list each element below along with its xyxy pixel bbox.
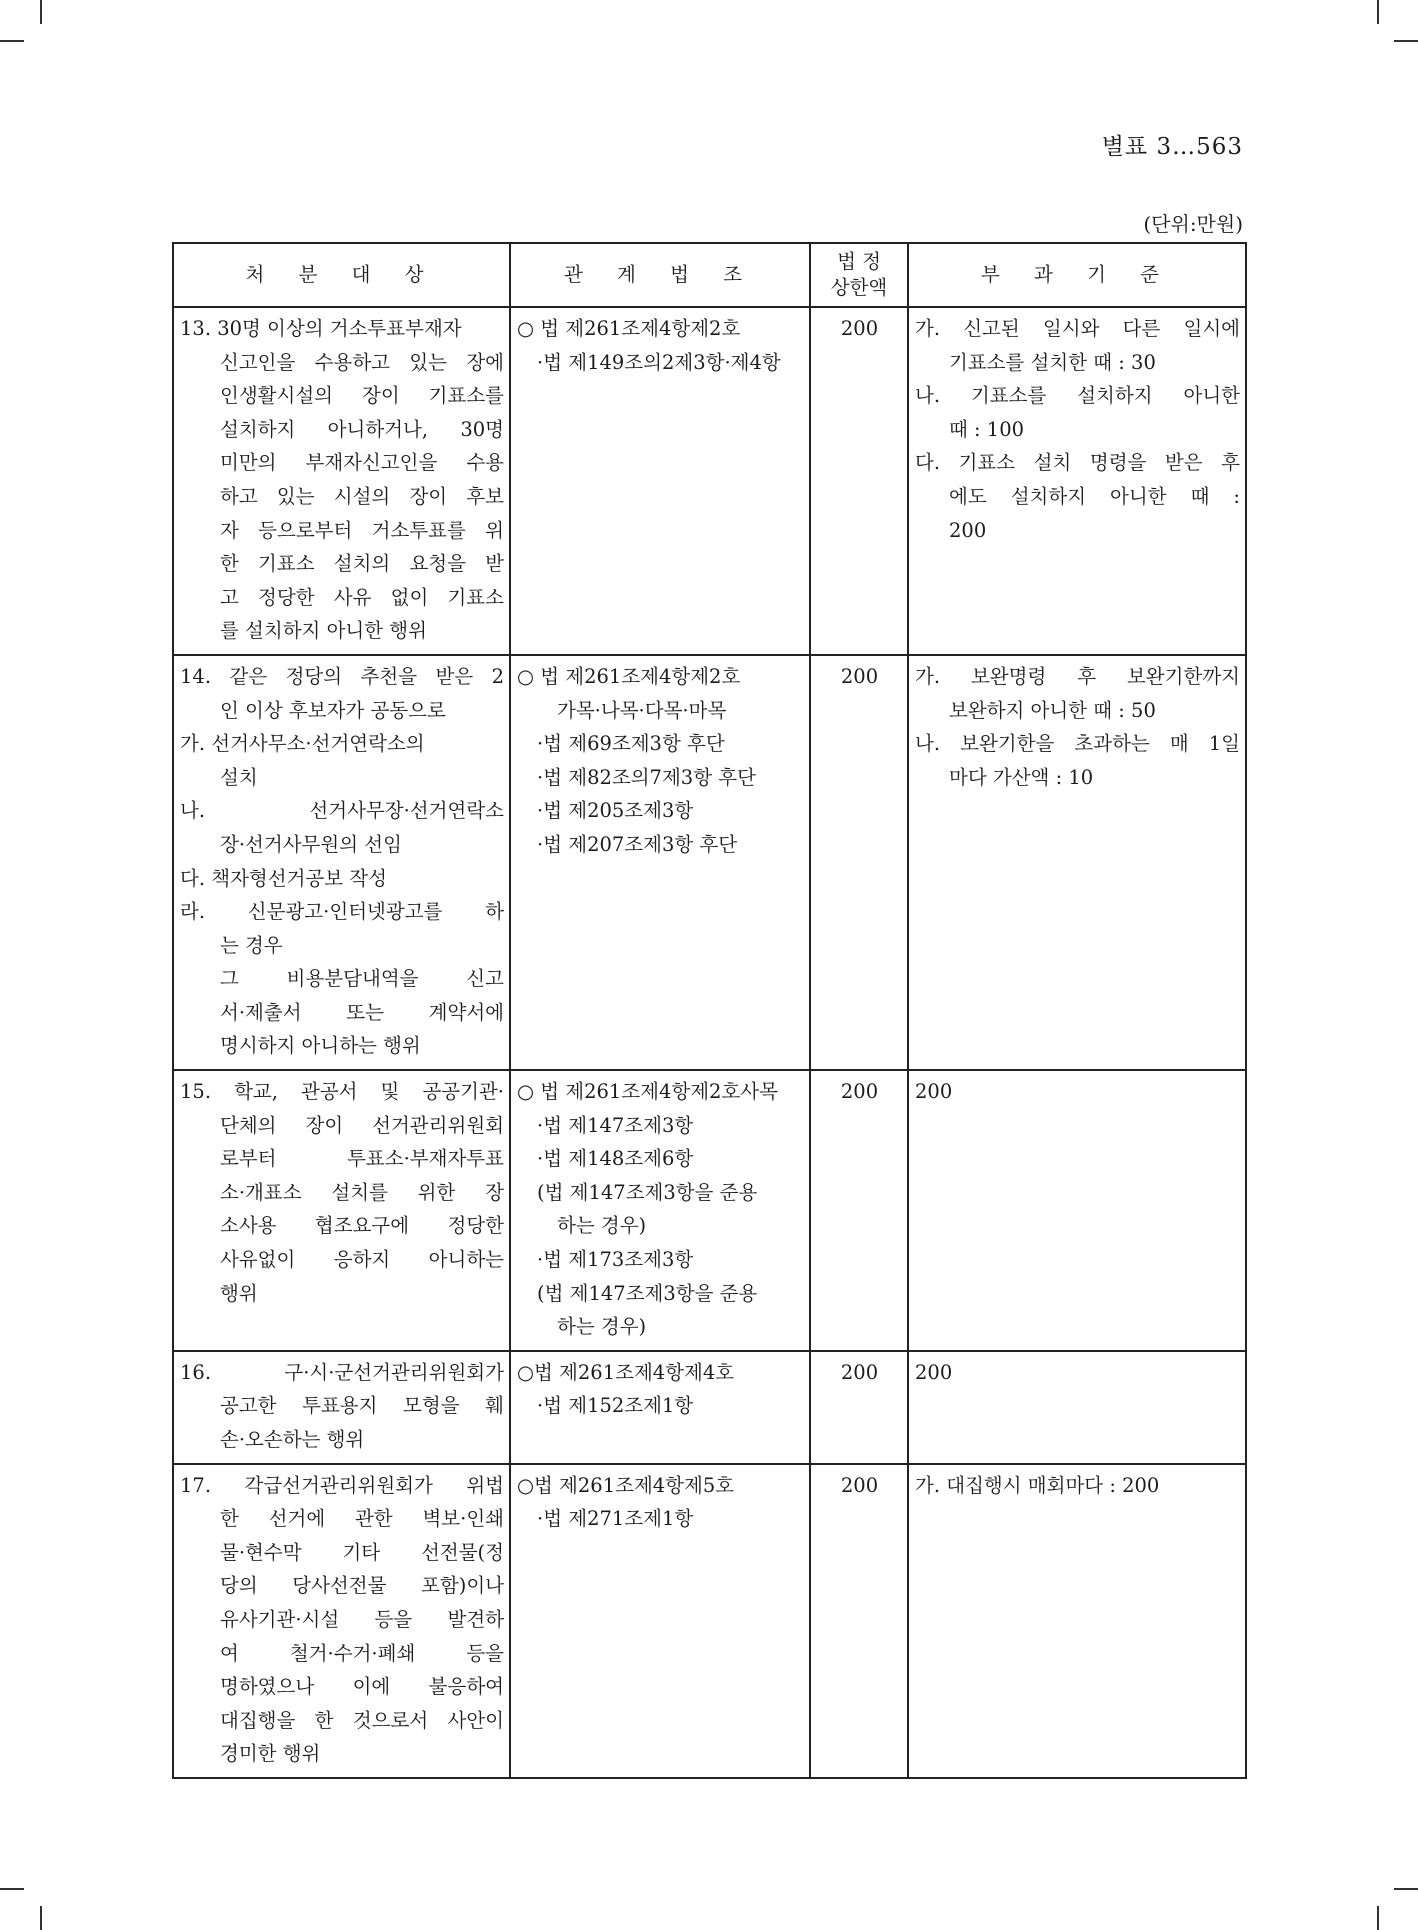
- table-header-row: [173, 243, 1246, 307]
- subject-cell: 15. 학교, 관공서 및 공공기관· 단체의 장이 선거관리위원회 로부터 투표소·부재자투표 소·개표소 설치를 위한 장 소사용 협조요구에 정당한 사유없이 응하지 아니하는 행위: [173, 1070, 510, 1351]
- table-row: [173, 1464, 1246, 1778]
- law-cell: ○법 제261조제4항제5호 ·법 제271조제1항: [510, 1464, 810, 1778]
- crop-mark: [1377, 0, 1379, 24]
- law-cell: ○법 제261조제4항제4호 ·법 제152조제1항: [510, 1351, 810, 1464]
- criteria-cell: 가. 보완명령 후 보완기한까지 보완하지 아니한 때 : 50 나. 보완기한을 초과하는 매 1일 마다 가산액 : 10: [908, 655, 1246, 1070]
- crop-mark: [1394, 1888, 1418, 1890]
- criteria-cell: 200: [908, 1070, 1246, 1351]
- crop-mark: [40, 1906, 42, 1930]
- crop-mark: [1377, 1906, 1379, 1930]
- table-row: [173, 1070, 1246, 1351]
- column-header-law: 관 계 법 조: [510, 243, 810, 307]
- unit-label: (단위:만원): [1143, 212, 1243, 236]
- subject-cell: 17. 각급선거관리위원회가 위법 한 선거에 관한 벽보·인쇄 물·현수막 기타 선전물(정 당의 당사선전물 포함)이나 유사기관·시설 등을 발견하 여 철거·수거·폐쇄 등을 명하였으나 이에 불응하여 대집행을 한 것으로서 사안이 경미한 행위: [173, 1464, 510, 1778]
- crop-mark: [40, 0, 42, 24]
- subject-cell: 16. 구·시·군선거관리위원회가 공고한 투표용지 모형을 훼 손·오손하는 행위: [173, 1351, 510, 1464]
- law-cell: ○ 법 제261조제4항제2호사목 ·법 제147조제3항 ·법 제148조제6항 (법 제147조제3항을 준용 하는 경우) ·법 제173조제3항 (법 제147조제3항을 준용 하는 경우): [510, 1070, 810, 1351]
- penalty-table: [172, 242, 1247, 1779]
- crop-mark: [0, 40, 24, 42]
- subject-cell: 14. 같은 정당의 추천을 받은 2 인 이상 후보자가 공동으로 가. 선거사무소·선거연락소의 설치 나. 선거사무장·선거연락소 장·선거사무원의 선임 다. 책자형선거공보 작성 라. 신문광고·인터넷광고를 하 는 경우 그 비용분담내역을 신고 서·제출서 또는 계약서에 명시하지 아니하는 행위: [173, 655, 510, 1070]
- amount-cell: 200: [810, 1464, 908, 1778]
- amount-cell: 200: [810, 1351, 908, 1464]
- law-cell: ○ 법 제261조제4항제2호 ·법 제149조의2제3항·제4항: [510, 307, 810, 655]
- table-row: [173, 655, 1246, 1070]
- criteria-cell: 가. 대집행시 매회마다 : 200: [908, 1464, 1246, 1778]
- column-header-criteria: 부 과 기 준: [908, 243, 1246, 307]
- criteria-cell: 200: [908, 1351, 1246, 1464]
- subject-cell: 13. 30명 이상의 거소투표부재자 신고인을 수용하고 있는 장에 인생활시설의 장이 기표소를 설치하지 아니하거나, 30명 미만의 부재자신고인을 수용 하고 있는 시설의 장이 후보 자 등으로부터 거소투표를 위 한 기표소 설치의 요청을 받 고 정당한 사유 없이 기표소 를 설치하지 아니한 행위: [173, 307, 510, 655]
- amount-cell: 200: [810, 307, 908, 655]
- law-cell: ○ 법 제261조제4항제2호 가목·나목·다목·마목 ·법 제69조제3항 후단 ·법 제82조의7제3항 후단 ·법 제205조제3항 ·법 제207조제3항 후단: [510, 655, 810, 1070]
- column-header-amount: 법 정 상한액: [810, 243, 908, 307]
- amount-cell: 200: [810, 655, 908, 1070]
- crop-mark: [0, 1888, 24, 1890]
- column-header-subject: 처 분 대 상: [173, 243, 510, 307]
- amount-cell: 200: [810, 1070, 908, 1351]
- table-row: [173, 307, 1246, 655]
- crop-mark: [1394, 40, 1418, 42]
- table-row: [173, 1351, 1246, 1464]
- criteria-cell: 가. 신고된 일시와 다른 일시에 기표소를 설치한 때 : 30 나. 기표소를 설치하지 아니한 때 : 100 다. 기표소 설치 명령을 받은 후 에도 설치하지 아니한 때 : 200: [908, 307, 1246, 655]
- page-header: 별표 3…563: [1101, 134, 1243, 160]
